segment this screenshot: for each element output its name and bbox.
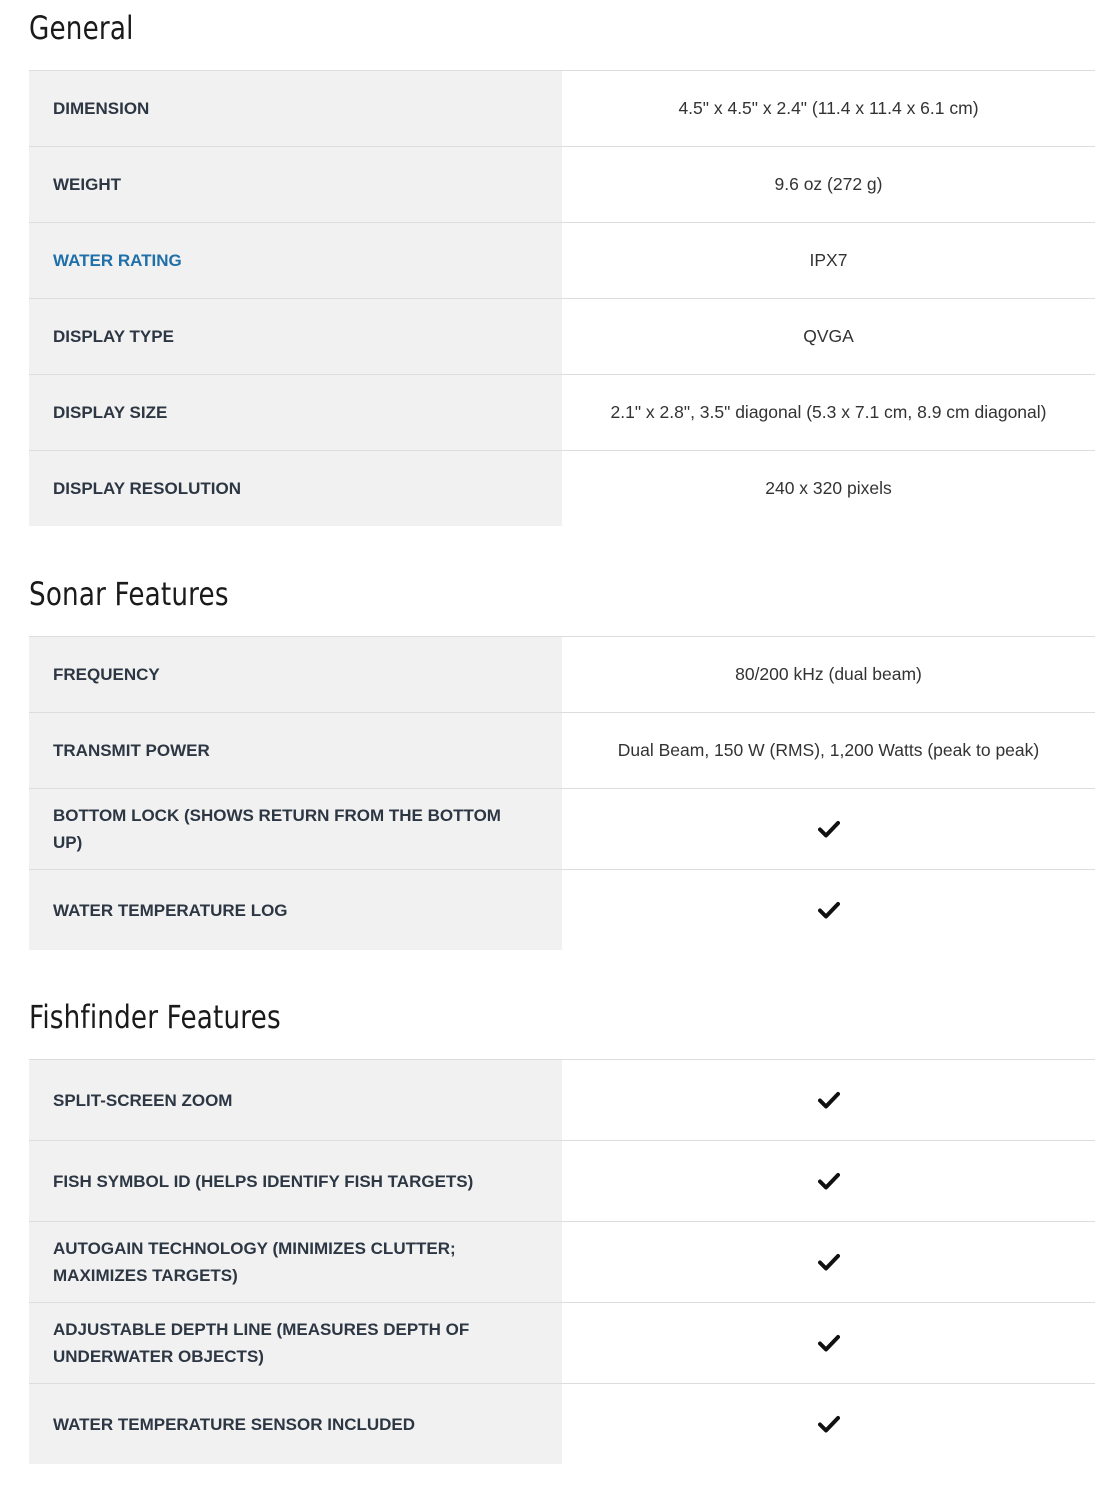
check-icon [818,1415,840,1433]
spec-value-check [562,870,1095,950]
spec-label: AUTOGAIN TECHNOLOGY (MINIMIZES CLUTTER; MAXIMIZES TARGETS) [29,1222,562,1302]
spec-value-check [562,1141,1095,1221]
spec-label: ADJUSTABLE DEPTH LINE (MEASURES DEPTH OF UNDERWATER OBJECTS) [29,1303,562,1383]
general-spec-table [29,70,1095,526]
spec-row-adjustable-depth-line [29,1303,1095,1384]
spec-row-autogain-technology [29,1222,1095,1303]
spec-label: FREQUENCY [29,637,562,712]
check-icon [818,1253,840,1271]
spec-value-check [562,1060,1095,1140]
fishfinder-spec-table [29,1059,1095,1464]
spec-label: BOTTOM LOCK (SHOWS RETURN FROM THE BOTTOM UP) [29,789,562,869]
spec-value: Dual Beam, 150 W (RMS), 1,200 Watts (peak to peak) [562,713,1095,788]
check-icon [818,820,840,838]
sonar-features-section [29,566,1095,950]
spec-row-water-rating [29,223,1095,299]
spec-value: 80/200 kHz (dual beam) [562,637,1095,712]
spec-value: IPX7 [562,223,1095,298]
spec-value-check [562,1222,1095,1302]
spec-label: TRANSMIT POWER [29,713,562,788]
spec-row-bottom-lock [29,789,1095,870]
spec-label: WATER TEMPERATURE SENSOR INCLUDED [29,1384,562,1464]
spec-row-fish-symbol-id [29,1141,1095,1222]
spec-row-frequency [29,637,1095,713]
section-title-general: General [29,9,134,47]
spec-label: DIMENSION [29,71,562,146]
spec-value-check [562,1303,1095,1383]
spec-value: 2.1" x 2.8", 3.5" diagonal (5.3 x 7.1 cm, 8.9 cm diagonal) [562,375,1095,450]
spec-label: FISH SYMBOL ID (HELPS IDENTIFY FISH TARGETS) [29,1141,562,1221]
spec-label: DISPLAY TYPE [29,299,562,374]
spec-row-transmit-power [29,713,1095,789]
spec-value-check [562,1384,1095,1464]
spec-label: WEIGHT [29,147,562,222]
spec-label: DISPLAY RESOLUTION [29,451,562,526]
spec-row-display-type [29,299,1095,375]
spec-label: DISPLAY SIZE [29,375,562,450]
check-icon [818,1172,840,1190]
spec-value: QVGA [562,299,1095,374]
spec-value-check [562,789,1095,869]
spec-label: WATER TEMPERATURE LOG [29,870,562,950]
spec-row-water-temperature-sensor [29,1384,1095,1464]
spec-value: 4.5" x 4.5" x 2.4" (11.4 x 11.4 x 6.1 cm) [562,71,1095,146]
spec-row-dimension [29,71,1095,147]
check-icon [818,901,840,919]
general-section [29,0,1095,526]
spec-row-water-temperature-log [29,870,1095,950]
check-icon [818,1334,840,1352]
spec-row-weight [29,147,1095,223]
spec-value: 240 x 320 pixels [562,451,1095,526]
spec-label: SPLIT-SCREEN ZOOM [29,1060,562,1140]
spec-row-display-size [29,375,1095,451]
section-title-sonar-features: Sonar Features [29,575,229,613]
spec-row-split-screen-zoom [29,1060,1095,1141]
sonar-spec-table [29,636,1095,950]
section-title-fishfinder-features: Fishfinder Features [29,998,281,1036]
fishfinder-features-section [29,989,1095,1464]
spec-row-display-resolution [29,451,1095,526]
check-icon [818,1091,840,1109]
spec-value: 9.6 oz (272 g) [562,147,1095,222]
water-rating-link[interactable]: WATER RATING [29,223,562,298]
